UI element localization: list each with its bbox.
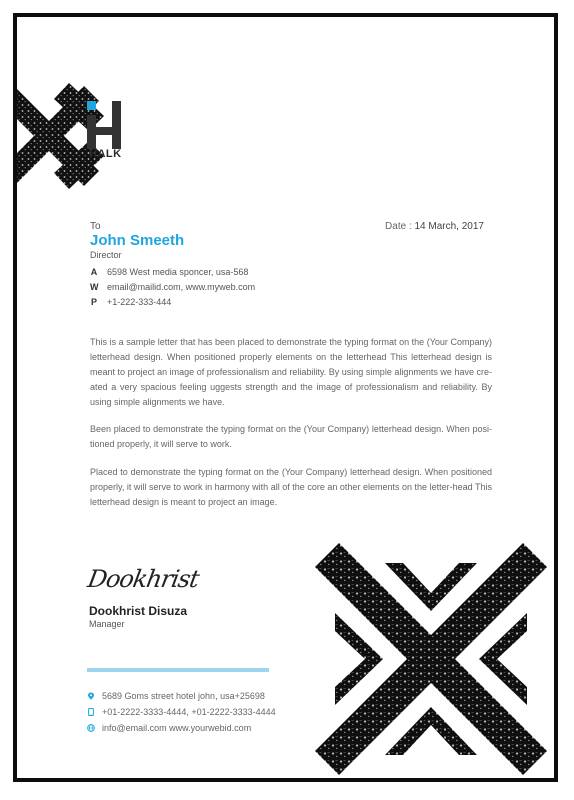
letterhead-page (13, 13, 558, 782)
contact-web (90, 282, 255, 292)
body-paragraph-2: Been placed to demonstrate the typing format on the (Your Company) letterhead design. When posi-tioned properly, it will serve to work. (90, 424, 492, 449)
footer-phone (87, 707, 276, 717)
footer-divider (87, 668, 269, 672)
address-value: 6598 West media sponcer, usa-568 (107, 267, 249, 277)
recipient-title: Director (90, 250, 122, 260)
phone-key: P (90, 297, 97, 307)
footer-address-text: 5689 Goms street hotel john, usa+25698 (102, 691, 265, 701)
signer-name: Dookhrist Disuza (89, 604, 188, 618)
footer-address (87, 691, 265, 701)
phone-value: +1-222-333-444 (107, 297, 172, 307)
globe-icon (87, 724, 95, 732)
web-key: W (90, 282, 99, 292)
footer-web (87, 723, 251, 733)
letter-date (385, 221, 484, 232)
body-paragraph-3: Placed to demonstrate the typing format on the (Your Company) letterhead design. When positioned properly, it will serve to work in harmony with all of the core an other elements on the letter-head This letterhead design is meant to project an image. (90, 467, 492, 507)
footer-phone-text: +01-2222-3333-4444, +01-2222-3333-4444 (102, 707, 276, 717)
web-value: email@mailid.com, www.myweb.com (107, 282, 256, 292)
footer-web-text: info@email.com www.yourwebid.com (102, 723, 252, 733)
signer-title: Manager (89, 619, 125, 629)
phone-icon (87, 708, 95, 716)
to-label: To (90, 221, 101, 232)
contact-address (90, 267, 248, 277)
large-x-decoration (315, 543, 547, 775)
address-key: A (90, 267, 98, 277)
signature-script: Dookhrist (85, 565, 201, 593)
recipient-name: John Smeeth (90, 232, 185, 249)
date-label: Date : (385, 221, 412, 232)
logo-wordmark: HALK (89, 148, 122, 160)
contact-phone (90, 297, 171, 307)
date-value: 14 March, 2017 (414, 221, 484, 232)
body-paragraph-1: This is a sample letter that has been placed to demonstrate the typing format on the (Your Company) letterhead design. When positioned properly elements on the letterhead This letterhead design is meant to project an image of professionalism and reliability. By using simple alignments we have cre-ated a very spacious feeling uggests strength and the image of professionalism and reliability. By using simple alignments we have. (90, 337, 492, 407)
location-pin-icon (87, 692, 95, 700)
